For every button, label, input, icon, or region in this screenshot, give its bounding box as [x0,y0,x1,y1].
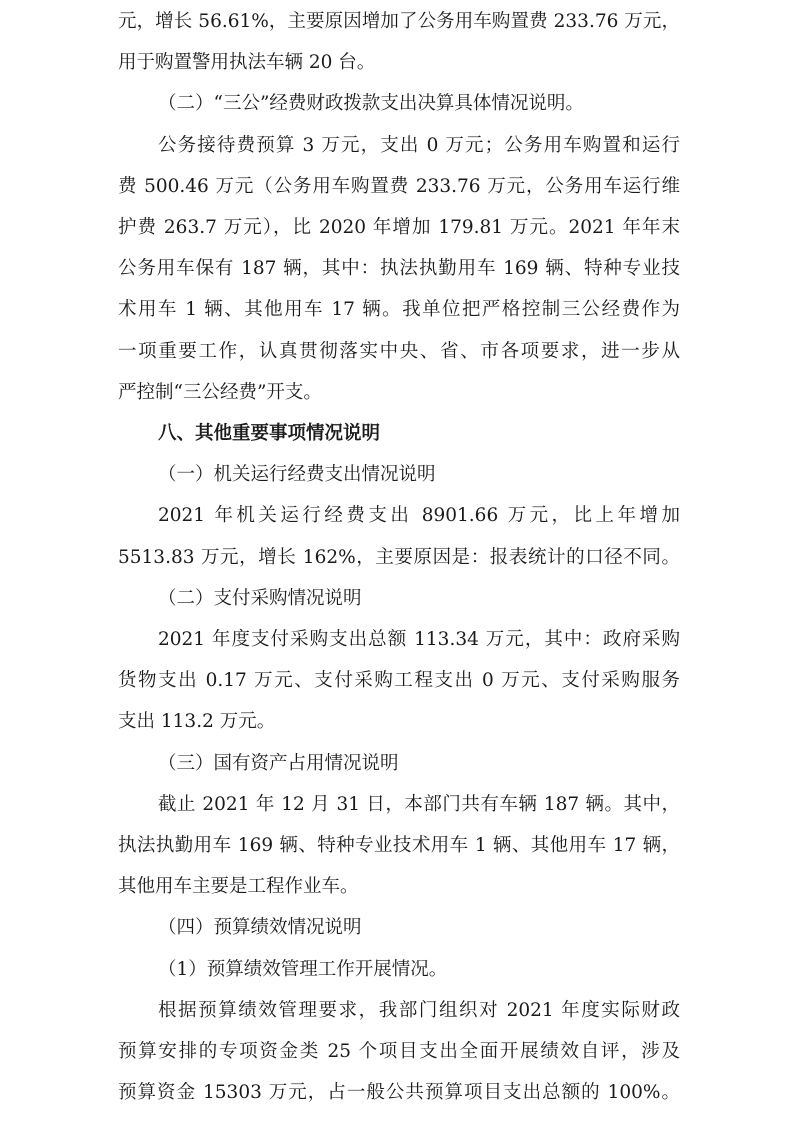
text-line-18: 支出 113.2 万元。 [118,711,276,732]
text-line-14: 5513.83 万元，增长 162%，主要原因是：报表统计的口径不同。 [118,547,680,568]
text-line-21: 执法执勤用车 169 辆、特种专业技术用车 1 辆、其他用车 17 辆， [118,835,680,856]
text-line-4: 公务接待费预算 3 万元，支出 0 万元；公务用车购置和运行 [158,135,680,156]
text-line-27: 预算资金 15303 万元，占一般公共预算项目支出总额的 100%。 [118,1082,680,1103]
text-line-7: 公务用车保有 187 辆，其中：执法执勤用车 169 辆、特种专业技 [118,258,680,279]
text-line-25: 根据预算绩效管理要求，我部门组织对 2021 年度实际财政 [158,1000,680,1021]
text-line-10: 严控制“三公经费”开支。 [118,382,322,403]
chapter-heading-8: 八、其他重要事项情况说明 [158,423,381,444]
text-line-6: 护费 263.7 万元），比 2020 年增加 179.81 万元。2021 年年末 [118,217,680,238]
subsection-heading-4: （四）预算绩效情况说明 [158,917,362,938]
text-line-22: 其他用车主要是工程作业车。 [118,876,359,897]
text-line-20: 截止 2021 年 12 月 31 日，本部门共有车辆 187 辆。其中， [158,794,680,815]
text-line-16: 2021 年度支付采购支出总额 113.34 万元，其中：政府采购 [158,629,680,650]
subsection-heading-2: （二）支付采购情况说明 [158,588,362,609]
text-line-13: 2021 年机关运行经费支出 8901.66 万元，比上年增加 [158,505,680,526]
text-line-8: 术用车 1 辆、其他用车 17 辆。我单位把严格控制三公经费作为 [118,299,680,320]
subsection-heading-1: （一）机关运行经费支出情况说明 [158,464,436,485]
subsection-heading-3: （三）国有资产占用情况说明 [158,753,399,774]
sub-item-heading-1: （1）预算绩效管理工作开展情况。 [158,959,448,980]
text-line-2: 用于购置警用执法车辆 20 台。 [118,52,376,73]
text-line-1: 元，增长 56.61%，主要原因增加了公务用车购置费 233.76 万元， [118,11,680,32]
text-line-17: 货物支出 0.17 万元、支付采购工程支出 0 万元、支付采购服务 [118,670,680,691]
text-line-26: 预算安排的专项资金类 25 个项目支出全面开展绩效自评，涉及 [118,1041,680,1062]
text-line-9: 一项重要工作，认真贯彻落实中央、省、市各项要求，进一步从 [118,341,680,362]
text-line-5: 费 500.46 万元（公务用车购置费 233.76 万元，公务用车运行维 [118,176,680,197]
section-heading-2: （二）“三公”经费财政拨款支出决算具体情况说明。 [158,93,584,114]
